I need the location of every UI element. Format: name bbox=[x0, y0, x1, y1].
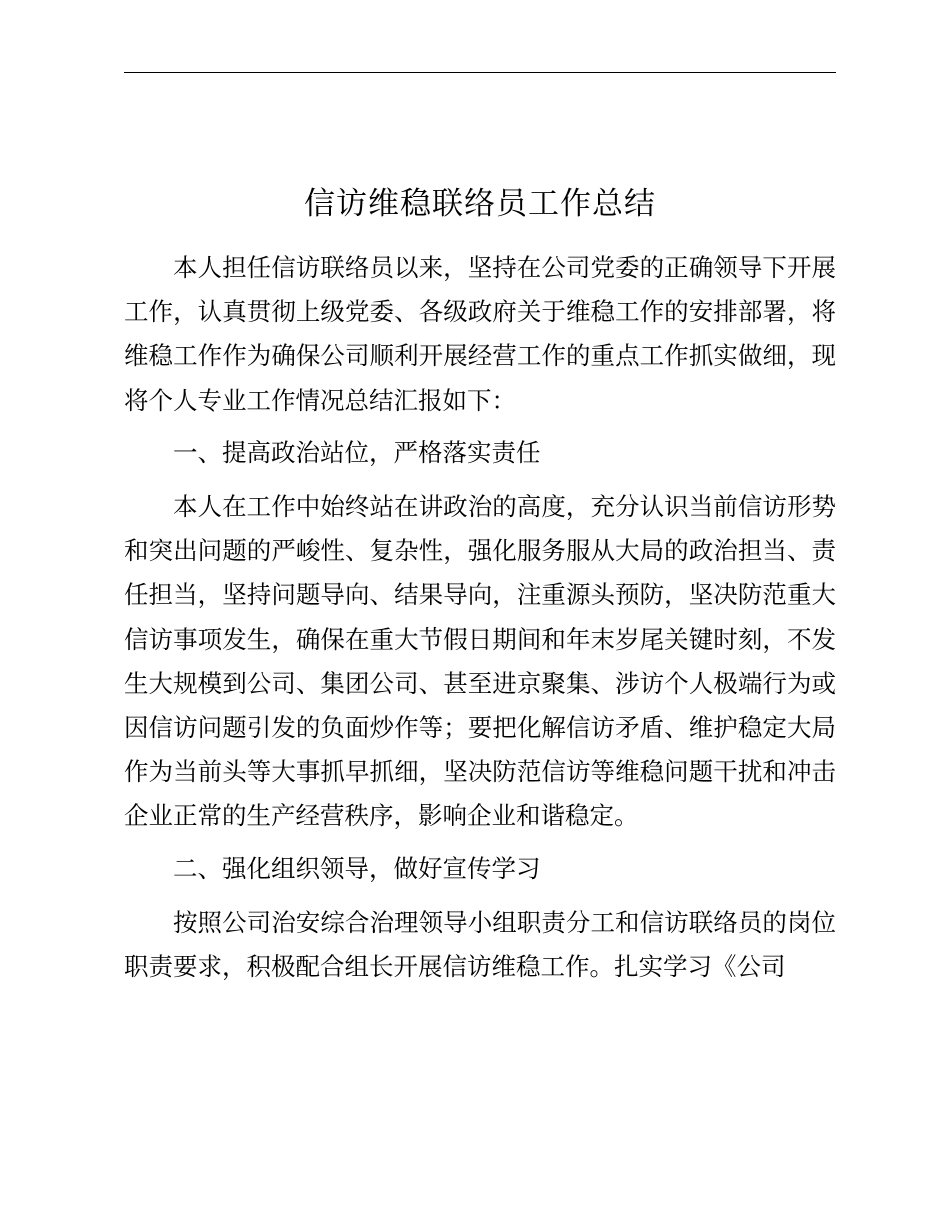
section-heading-2: 二、强化组织领导，做好宣传学习 bbox=[173, 853, 541, 883]
document-body bbox=[124, 246, 836, 989]
document-title: 信访维稳联络员工作总结 bbox=[304, 186, 656, 222]
section-heading-1: 一、提高政治站位，严格落实责任 bbox=[173, 437, 541, 467]
header-rule bbox=[124, 72, 836, 73]
section-paragraph-2: 按照公司治安综合治理领导小组职责分工和信访联络员的岗位职责要求，积极配合组长开展信访维稳工作。扎实学习《公司 bbox=[124, 907, 836, 982]
section-paragraph-1: 本人在工作中始终站在讲政治的高度，充分认识当前信访形势和突出问题的严峻性、复杂性，强化服务服从大局的政治担当、责任担当，坚持问题导向、结果导向，注重源头预防，坚决防范重大信访事项发生，确保在重大节假日期间和年末岁尾关键时刻，不发生大规模到公司、集团公司、甚至进京聚集、涉访个人极端行为或因信访问题引发的负面炒作等；要把化解信访矛盾、维护稳定大局作为当前头等大事抓早抓细，坚决防范信访等维稳问题干扰和冲击企业正常的生产经营秩序，影响企业和谐稳定。 bbox=[124, 492, 836, 831]
intro-paragraph: 本人担任信访联络员以来，坚持在公司党委的正确领导下开展工作，认真贯彻上级党委、各级政府关于维稳工作的安排部署，将维稳工作作为确保公司顺利开展经营工作的重点工作抓实做细，现将个人专业工作情况总结汇报如下： bbox=[124, 253, 836, 415]
